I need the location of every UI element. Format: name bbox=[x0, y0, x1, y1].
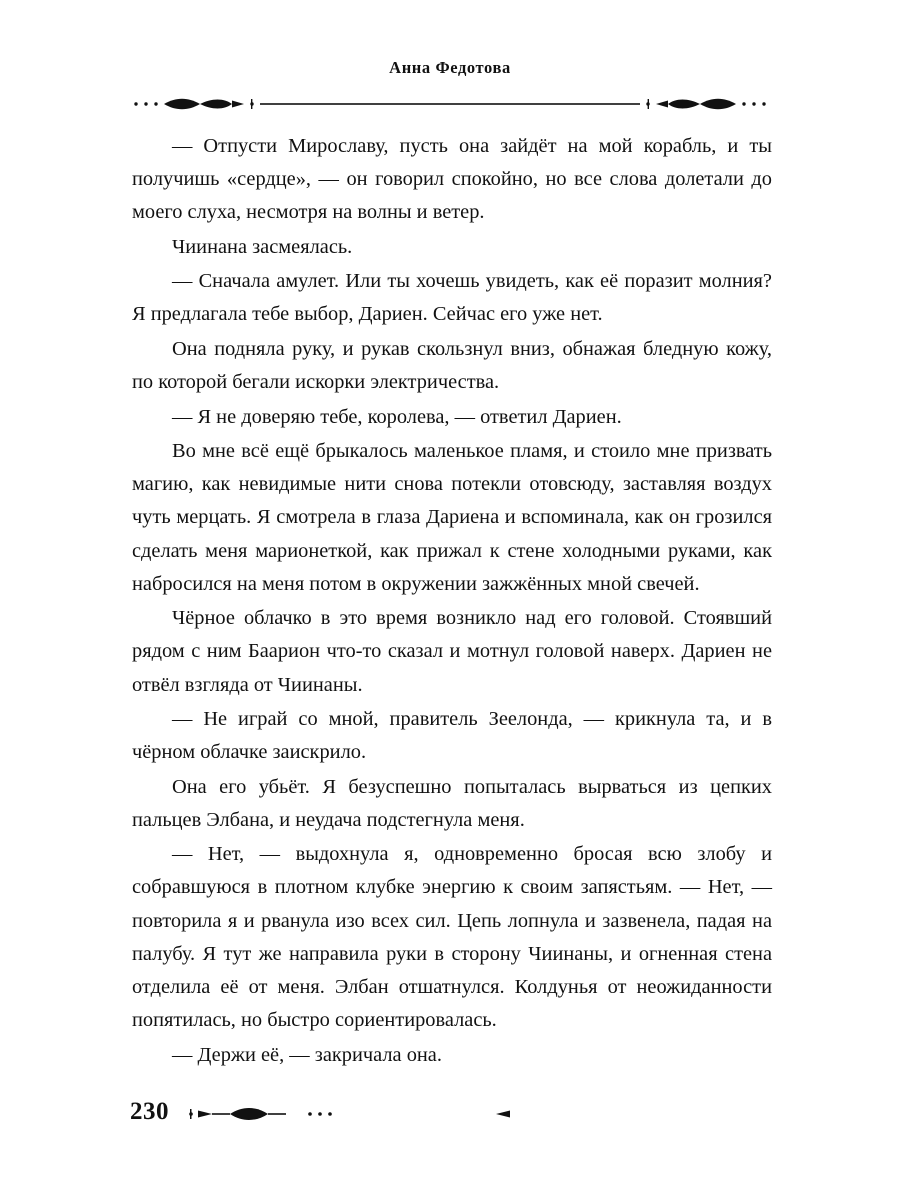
paragraph: Чиинана засмеялась. bbox=[172, 235, 353, 258]
page-number: 230 bbox=[130, 1098, 169, 1125]
paragraph: Она его убьёт. Я безуспешно попыталась вырваться из цепких пальцев Элбана, и неудача подстегнула меня. bbox=[132, 775, 772, 831]
running-head-author: Анна Федотова bbox=[389, 58, 511, 77]
paragraph: Во мне всё ещё брыкалось маленькое пламя, и стоило мне призвать магию, как невидимые нити снова потекли отовсюду, заставляя воздух чуть мерцать. Я смотрела в глаза Дариена и вспоминала, как он грозился сделать меня марионеткой, как прижал к стене холодными руками, как набросился на меня потом в окружении зажжённых мной свечей. bbox=[132, 439, 772, 595]
page-footer bbox=[130, 1098, 770, 1138]
paragraph: — Не играй со мной, правитель Зеелонда, — крикнула та, и в чёрном облачке заискрило. bbox=[132, 707, 772, 764]
page-body-text bbox=[132, 130, 772, 1073]
paragraph: — Я не доверяю тебе, королева, — ответил Дариен. bbox=[172, 405, 622, 428]
paragraph: Она подняла руку, и рукав скользнул вниз, обнажая бледную кожу, по которой бегали искорки электричества. bbox=[132, 337, 772, 394]
paragraph: — Держи её, — закричала она. bbox=[172, 1043, 442, 1066]
paragraph: — Отпусти Мирославу, пусть она зайдёт на мой корабль, и ты получишь «сердце», — он говорил спокойно, но все слова долетали до моего слуха, несмотря на волны и ветер. bbox=[132, 135, 772, 224]
page-header bbox=[0, 58, 900, 118]
paragraph: Чёрное облачко в это время возникло над его головой. Стоявший рядом с ним Баарион что-то сказал и мотнул головой наверх. Дариен не отвёл взгляда от Чиинаны. bbox=[132, 607, 772, 696]
header-ornament bbox=[132, 96, 768, 112]
paragraph: — Сначала амулет. Или ты хочешь увидеть, как её поразит молния? Я предлагала тебе выбор, Дариен. Сейчас его уже нет. bbox=[132, 270, 772, 326]
footer-ornament bbox=[188, 1104, 333, 1124]
paragraph: — Нет, — выдохнула я, одновременно бросая всю злобу и собравшуюся в плотном клубке энергию к своим запястьям. — Нет, — повторила я и рванула изо всех сил. Цепь лопнула и зазвенела, падая на палубу. Я тут же направила руки в сторону Чиинаны, и огненная стена отделила её от меня. Элбан отшатнулся. Колдунья от неожиданности попятилась, но быстро сориентировалась. bbox=[132, 843, 772, 1032]
